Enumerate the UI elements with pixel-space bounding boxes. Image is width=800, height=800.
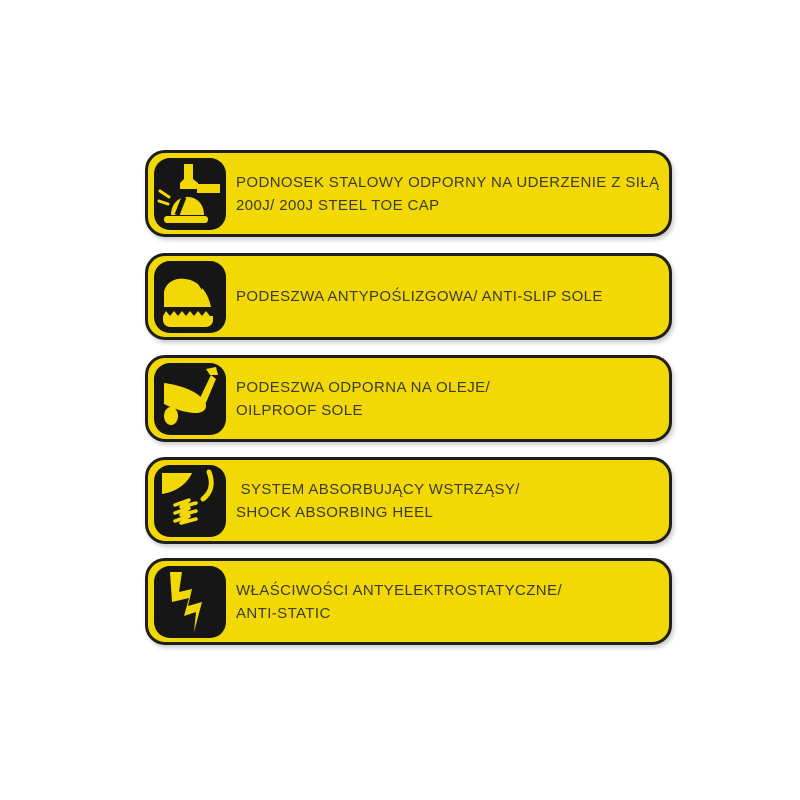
feature-banner-steel-toe-cap [145,150,672,237]
feature-label-line2: OILPROOF SOLE [236,401,363,419]
shock-absorbing-heel-icon [154,465,226,537]
anti-static-icon [154,566,226,638]
feature-text-steel-toe-cap [236,171,660,217]
feature-label-line1: WŁAŚCIWOŚCI ANTYELEKTROSTATYCZNE/ [236,581,563,599]
feature-text-anti-static [236,579,562,625]
feature-banner-shock-absorbing-heel [145,457,672,544]
feature-banner-oilproof-sole [145,355,672,442]
steel-toe-cap-icon [154,158,226,230]
anti-slip-sole-icon [154,261,226,333]
feature-label-line1: SYSTEM ABSORBUJĄCY WSTRZĄSY/ [236,480,520,498]
feature-label-line2: 200J/ 200J STEEL TOE CAP [236,196,440,214]
oilproof-sole-icon [154,363,226,435]
feature-label-line2: SHOCK ABSORBING HEEL [236,503,434,521]
feature-label-line2: ANTI-STATIC [236,604,331,622]
feature-label-line1: PODESZWA ODPORNA NA OLEJE/ [236,378,491,396]
feature-text-shock-absorbing-heel [236,478,520,524]
feature-text-oilproof-sole [236,376,490,422]
feature-banner-anti-slip-sole [145,253,672,340]
feature-text-anti-slip-sole [236,285,603,308]
feature-label-line1: PODNOSEK STALOWY ODPORNY NA UDERZENIE Z SIŁĄ [236,173,660,191]
feature-label-line1: PODESZWA ANTYPOŚLIZGOWA/ ANTI-SLIP SOLE [236,288,603,305]
feature-banner-anti-static [145,558,672,645]
